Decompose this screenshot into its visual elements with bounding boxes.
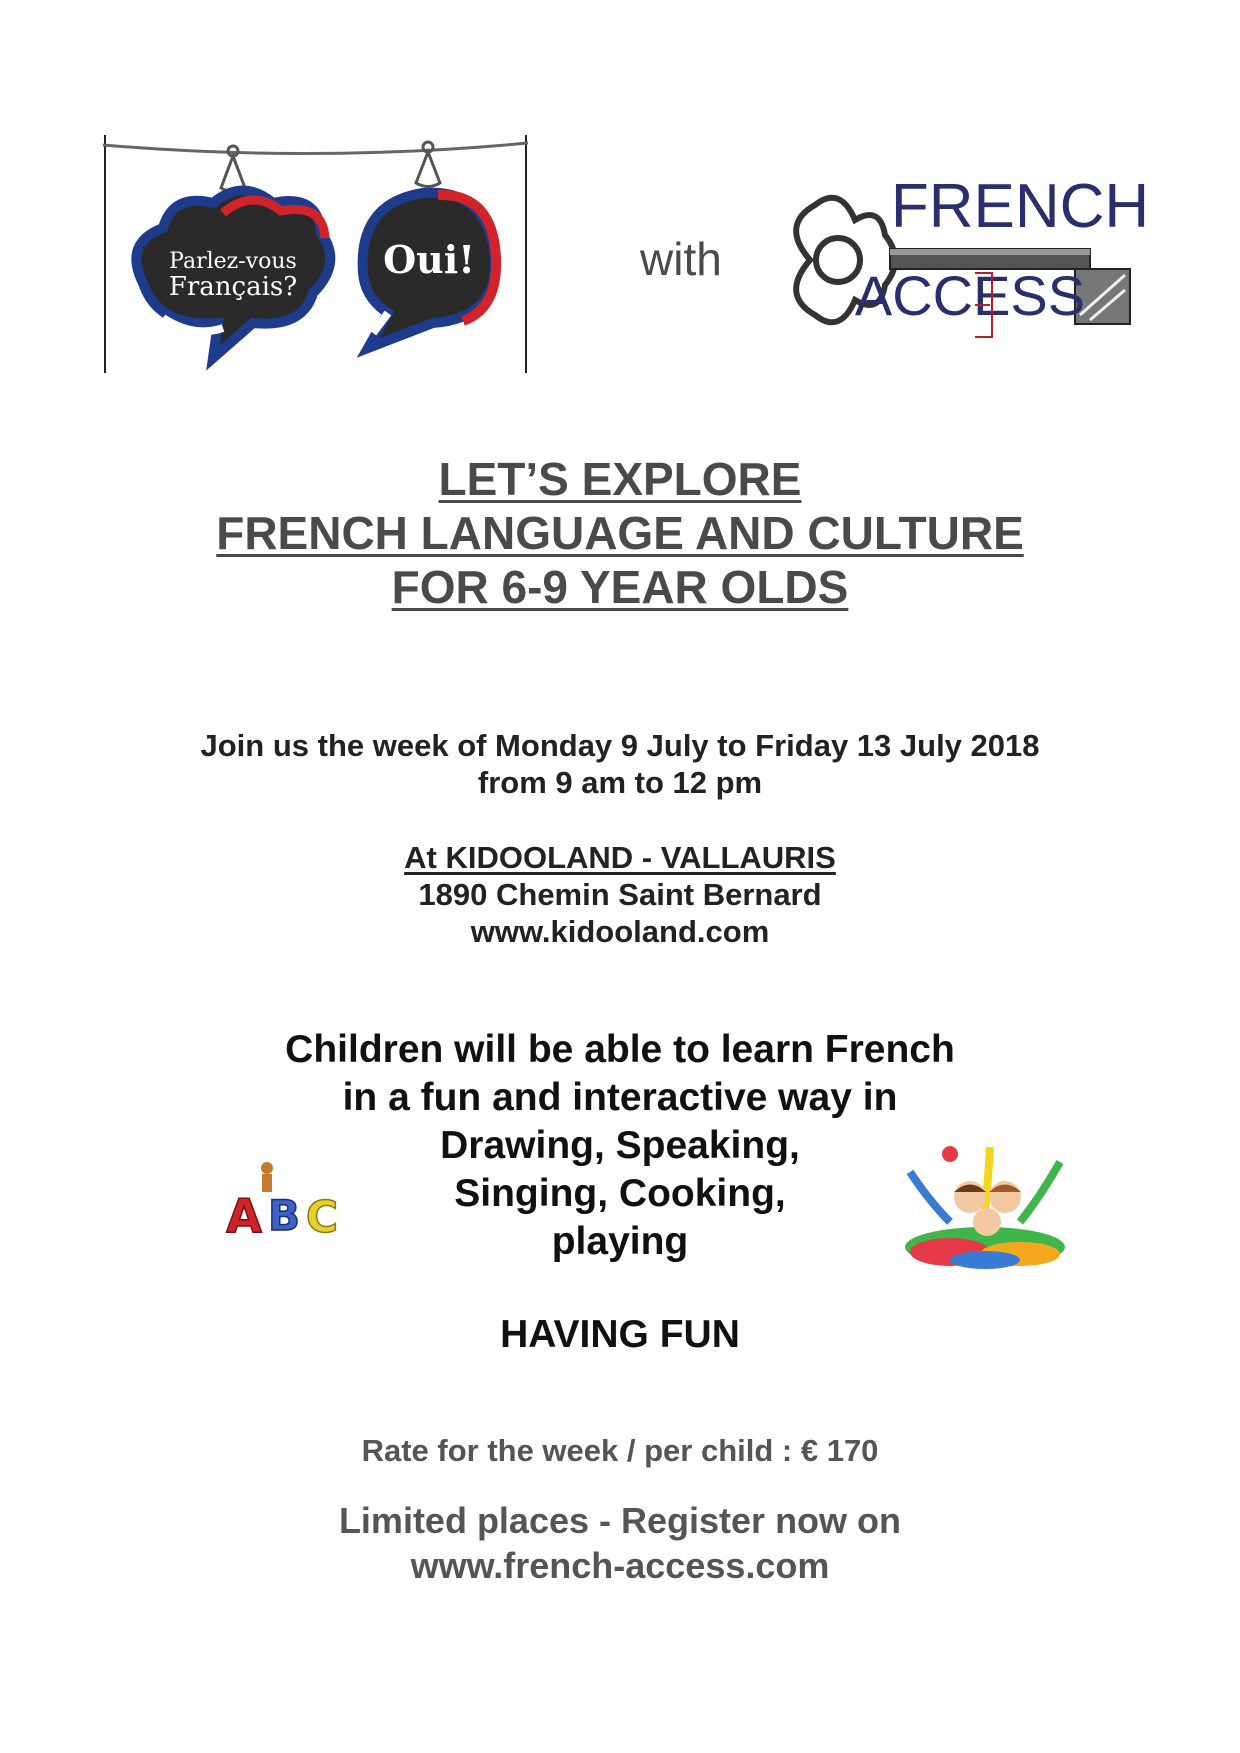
activities-line-4: Singing, Cooking, bbox=[454, 1172, 786, 1215]
headline-line-1: LET’S EXPLORE bbox=[438, 453, 802, 505]
venue-website-link[interactable]: www.kidooland.com bbox=[470, 914, 770, 949]
activities-line-2: in a fun and interactive way in bbox=[342, 1076, 898, 1119]
brand-bottom-text: ACCESS bbox=[854, 264, 1086, 327]
activities-line-3: Drawing, Speaking, bbox=[440, 1124, 800, 1167]
headline-line-3: FOR 6-9 YEAR OLDS bbox=[391, 561, 849, 613]
speech-left-text-2: Français? bbox=[168, 272, 298, 302]
register-website-link[interactable]: www.french-access.com bbox=[410, 1545, 830, 1586]
headline-line-2: FRENCH LANGUAGE AND CULTURE bbox=[216, 507, 1024, 559]
schedule-dates: Join us the week of Monday 9 July to Friday 13 July 2018 bbox=[200, 728, 1040, 763]
register-text: Limited places - Register now on bbox=[338, 1500, 902, 1541]
abc-blocks-icon bbox=[222, 1160, 347, 1240]
abc-letter-a: A bbox=[226, 1189, 262, 1240]
venue-name: At KIDOOLAND - VALLAURIS bbox=[404, 840, 836, 875]
speech-right-text: Oui! bbox=[383, 237, 475, 282]
brand-top-text: FRENCH bbox=[890, 172, 1150, 241]
parlez-vous-logo bbox=[103, 133, 528, 373]
activities-line-1: Children will be able to learn French bbox=[285, 1028, 955, 1071]
activities-line-5: playing bbox=[551, 1220, 689, 1263]
venue-address: 1890 Chemin Saint Bernard bbox=[418, 877, 822, 912]
having-fun-text: HAVING FUN bbox=[500, 1313, 740, 1356]
schedule-hours: from 9 am to 12 pm bbox=[477, 765, 763, 800]
kids-paint-splash-icon bbox=[890, 1142, 1075, 1272]
french-access-logo bbox=[770, 165, 1170, 355]
speech-left-text: Parlez-vous bbox=[169, 249, 297, 274]
abc-letter-b: B bbox=[267, 1191, 301, 1240]
with-label: with bbox=[640, 233, 722, 285]
abc-letter-c: C bbox=[305, 1192, 339, 1240]
rate-text: Rate for the week / per child : € 170 bbox=[361, 1433, 879, 1468]
